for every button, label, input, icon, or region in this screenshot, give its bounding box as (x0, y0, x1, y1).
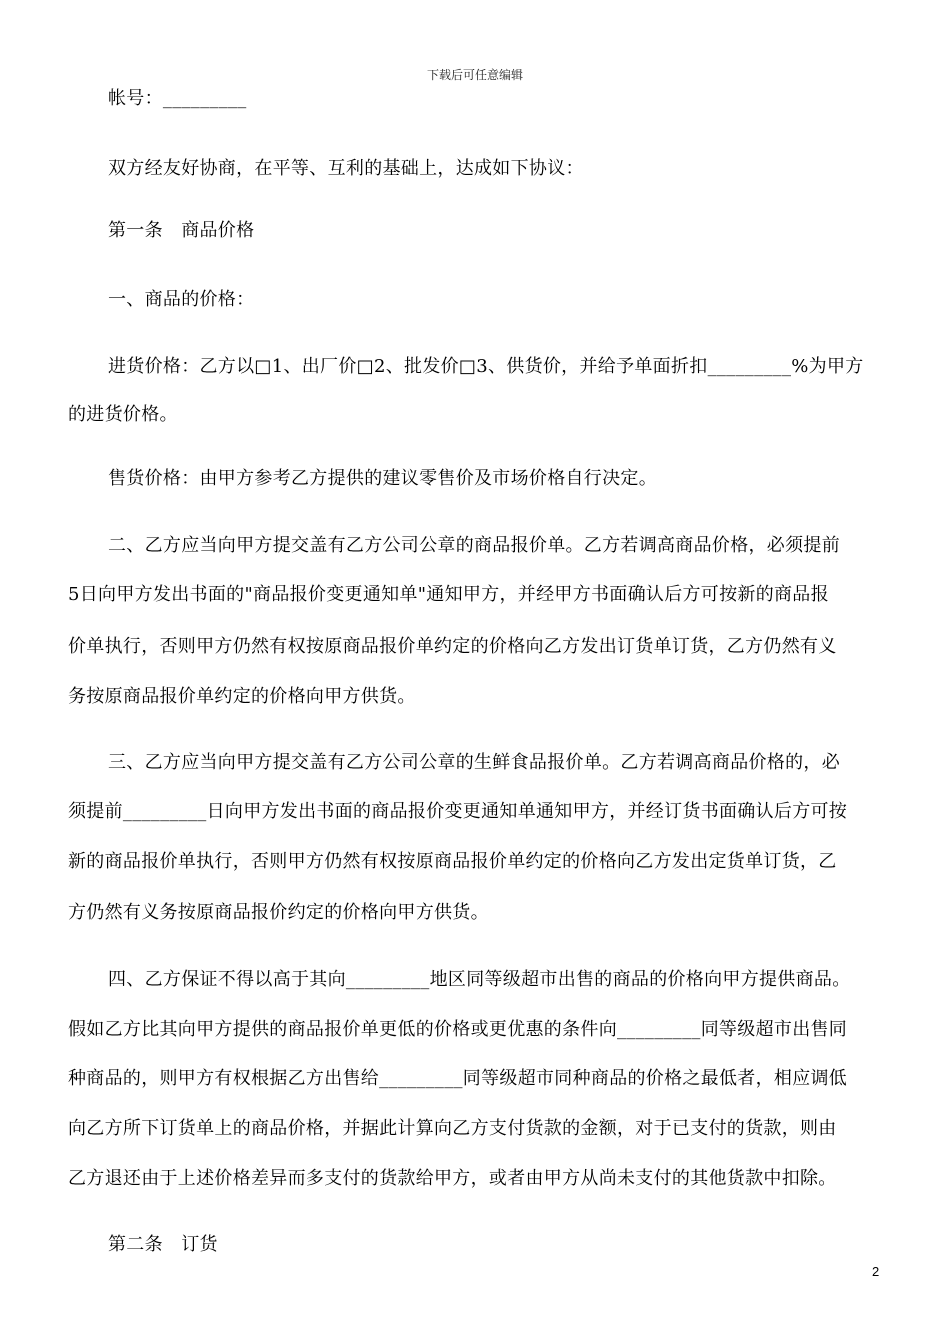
paragraph-line: 售货价格：由甲方参考乙方提供的建议零售价及市场价格自行决定。 (108, 468, 657, 489)
paragraph-line: 假如乙方比其向甲方提供的商品报价单更低的价格或更优惠的条件向_________同等级超市出售同 (68, 1019, 848, 1040)
paragraph-line: 须提前_________日向甲方发出书面的商品报价变更通知单通知甲方，并经订货书面确认后方可按 (68, 801, 848, 822)
agreement-intro: 双方经友好协商，在平等、互利的基础上，达成如下协议： (108, 158, 584, 179)
paragraph-line: 种商品的，则甲方有权根据乙方出售给_________同等级超市同种商品的价格之最低者，相应调低 (68, 1068, 848, 1089)
paragraph-line: 乙方退还由于上述价格差异而多支付的货款给甲方，或者由甲方从尚未支付的其他货款中扣除。 (68, 1168, 837, 1189)
paragraph-line: 三、乙方应当向甲方提交盖有乙方公司公章的生鲜食品报价单。乙方若调高商品价格的，必 (108, 752, 840, 773)
subheading-price: 一、商品的价格： (108, 289, 255, 310)
section-heading-order: 第二条 订货 (108, 1234, 218, 1255)
account-line: 帐号：_________ (108, 88, 247, 109)
paragraph-line: 向乙方所下订货单上的商品价格，并据此计算向乙方支付货款的金额，对于已支付的货款，则由 (68, 1118, 837, 1139)
paragraph-line: 务按原商品报价单约定的价格向甲方供货。 (68, 686, 416, 707)
paragraph-line: 四、乙方保证不得以高于其向_________地区同等级超市出售的商品的价格向甲方提供商品。 (108, 969, 851, 990)
paragraph-line: 进货价格：乙方以□1、出厂价□2、批发价□3、供货价，并给予单面折扣_________%为甲方 (108, 356, 864, 377)
paragraph-line: 价单执行，否则甲方仍然有权按原商品报价单约定的价格向乙方发出订货单订货，乙方仍然有义 (68, 636, 837, 657)
paragraph-line: 二、乙方应当向甲方提交盖有乙方公司公章的商品报价单。乙方若调高商品价格，必须提前 (108, 535, 840, 556)
paragraph-line: 的进货价格。 (68, 404, 178, 425)
section-heading-price: 第一条 商品价格 (108, 220, 255, 241)
paragraph-line: 方仍然有义务按原商品报价约定的价格向甲方供货。 (68, 902, 489, 923)
paragraph-line: 新的商品报价单执行，否则甲方仍然有权按原商品报价单约定的价格向乙方发出定货单订货，乙 (68, 851, 837, 872)
page-number: 2 (872, 1264, 880, 1279)
paragraph-line: 5日向甲方发出书面的"商品报价变更通知单"通知甲方，并经甲方书面确认后方可按新的商品报 (68, 584, 829, 605)
header-note: 下载后可任意编辑 (426, 68, 523, 82)
